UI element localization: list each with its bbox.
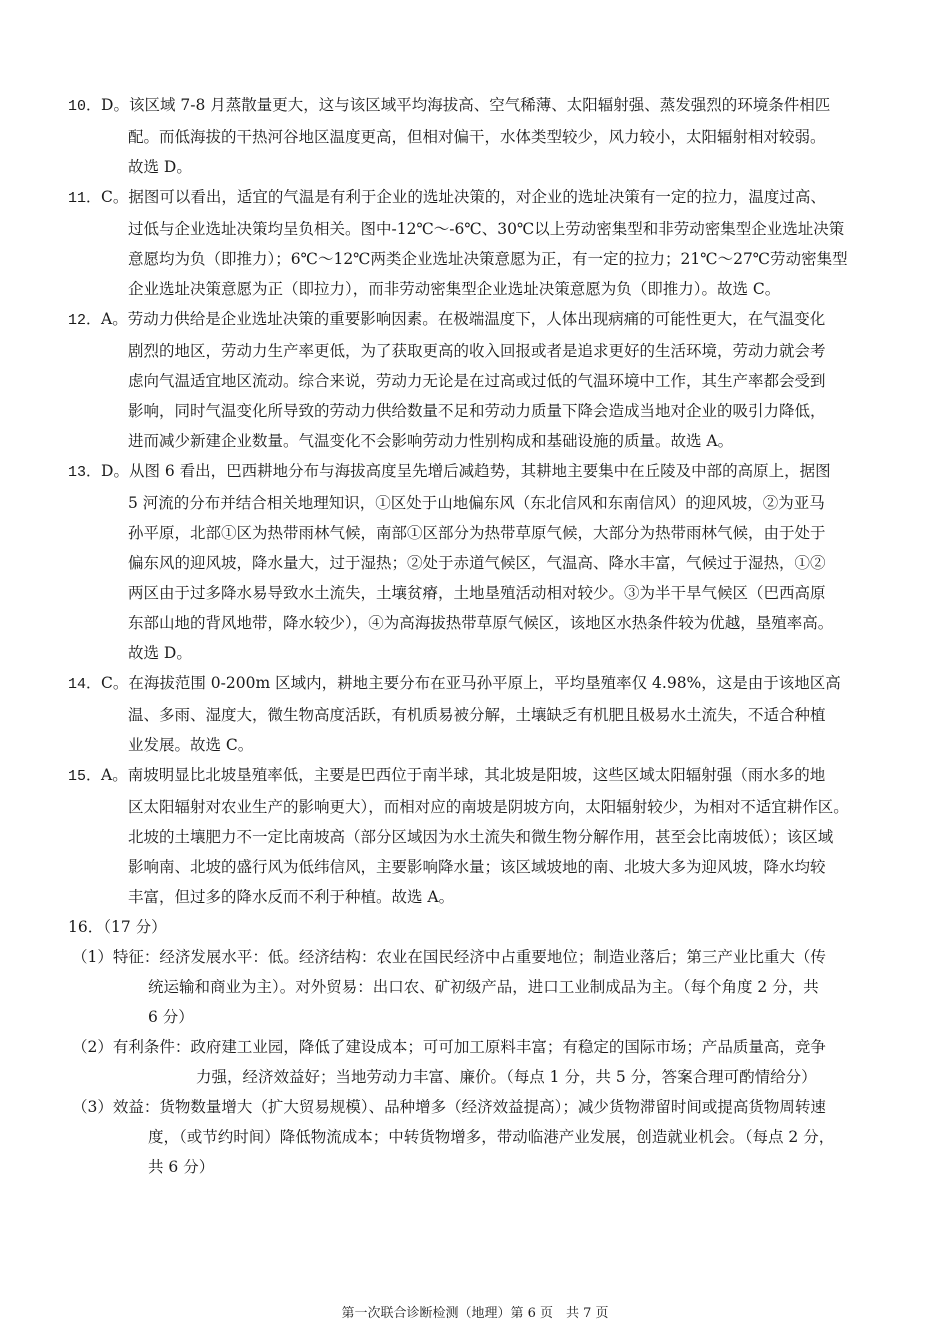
answer-line: 区太阳辐射对农业生产的影响更大），而相对应的南坡是阴坡方向，太阳辐射较少，为相对不适宜耕作区。 xyxy=(128,798,849,816)
answer-line xyxy=(68,304,884,336)
sub-answer-text: 政府建工业园，降低了建设成本；可可加工原料丰富；有稳定的国际市场；产品质量高，竞争 xyxy=(190,1038,826,1056)
sub-answer-line xyxy=(68,1032,884,1062)
answer-line: 过低与企业选址决策均呈负相关。图中-12℃～-6℃、30℃以上劳动密集型和非劳动密集型企业选址决策 xyxy=(128,220,845,238)
answer-line xyxy=(68,90,884,122)
answer-line: 意愿均为负（即推力）；6℃～12℃两类企业选址决策意愿为正，有一定的拉力；21℃～27℃劳动密集型 xyxy=(128,250,848,268)
answer-line xyxy=(68,456,884,488)
answer-item xyxy=(68,760,884,912)
answer-line xyxy=(68,760,884,792)
answer-line: 企业选址决策意愿为正（即拉力），而非劳动密集型企业选址决策意愿为负（即推力）。故选 C。 xyxy=(128,280,781,298)
sub-answer-label: （2）有利条件： xyxy=(72,1038,191,1056)
sub-answer-line xyxy=(68,942,884,972)
question-number: 13． xyxy=(68,464,102,481)
answer-item xyxy=(68,182,884,304)
sub-answer xyxy=(68,1032,884,1092)
sub-answer-text: 经济发展水平：低。经济结构：农业在国民经济中占重要地位；制造业落后；第三产业比重大（传 xyxy=(159,948,826,966)
answer-line: 业发展。故选 C。 xyxy=(128,736,254,754)
answer-line: 东部山地的背风地带，降水较少），④为高海拔热带草原气候区，该地区水热条件较为优越，垦殖率高。 xyxy=(128,614,834,632)
answer-line: 北坡的土壤肥力不一定比南坡高（部分区域因为水土流失和微生物分解作用，甚至会比南坡低）；该区域 xyxy=(128,828,834,846)
question-16-title: 16．（17 分） xyxy=(68,918,167,936)
answer-item xyxy=(68,90,884,182)
answer-line: 丰富，但过多的降水反而不利于种植。故选 A。 xyxy=(128,888,455,906)
question-number: 15． xyxy=(68,768,102,785)
answer-line: 虑向气温适宜地区流动。综合来说，劳动力无论是在过高或过低的气温环境中工作，其生产率都会受到 xyxy=(128,372,826,390)
sub-answer-line: 6 分） xyxy=(148,1008,194,1026)
answer-line: 剧烈的地区，劳动力生产率更低，为了获取更高的收入回报或者是追求更好的生活环境，劳动力就会考 xyxy=(128,342,826,360)
answer-line: 故选 D。 xyxy=(128,644,192,662)
answer-line: 偏东风的迎风坡，降水量大，过于湿热；②处于赤道气候区，气温高、降水丰富，气候过于湿热，①② xyxy=(128,554,826,572)
answer-text: D。从图 6 看出，巴西耕地分布与海拔高度呈先增后减趋势，其耕地主要集中在丘陵及中部的高原上，据图 xyxy=(101,462,831,480)
answer-line: 配。而低海拔的干热河谷地区温度更高，但相对偏干，水体类型较少，风力较小，太阳辐射相对较弱。 xyxy=(128,128,826,146)
answer-item xyxy=(68,304,884,456)
answer-page xyxy=(68,90,884,1182)
answer-line: 故选 D。 xyxy=(128,158,192,176)
sub-answer-label: （3）效益： xyxy=(72,1098,160,1116)
sub-answer-line: 度，（或节约时间）降低物流成本；中转货物增多，带动临港产业发展，创造就业机会。（每点 2 分， xyxy=(148,1128,835,1146)
answer-line: 孙平原，北部①区为热带雨林气候，南部①区部分为热带草原气候，大部分为热带雨林气候，由于处于 xyxy=(128,524,826,542)
question-number: 12． xyxy=(68,312,102,329)
question-number: 11． xyxy=(68,190,102,207)
sub-answer xyxy=(68,1092,884,1182)
sub-answer-label: （1）特征： xyxy=(72,948,160,966)
answer-line xyxy=(68,182,884,214)
answer-item xyxy=(68,456,884,668)
sub-answer-line xyxy=(68,1092,884,1122)
answer-line: 影响南、北坡的盛行风为低纬信风，主要影响降水量；该区域坡地的南、北坡大多为迎风坡，降水均较 xyxy=(128,858,826,876)
page-footer: 第一次联合诊断检测（地理）第 6 页 共 7 页 xyxy=(341,1306,609,1321)
answer-item xyxy=(68,668,884,760)
answer-line xyxy=(68,668,884,700)
sub-answer-line: 统运输和商业为主）。对外贸易：出口农、矿初级产品，进口工业制成品为主。（每个角度 2 分，共 xyxy=(148,978,819,996)
answer-line: 5 河流的分布并结合相关地理知识，①区处于山地偏东风（东北信风和东南信风）的迎风坡，②为亚马 xyxy=(128,494,825,512)
answer-line: 两区由于过多降水易导致水土流失，土壤贫瘠，土地垦殖活动相对较少。③为半干旱气候区（巴西高原 xyxy=(128,584,826,602)
question-number: 10． xyxy=(68,98,102,115)
sub-answer-line: 力强，经济效益好；当地劳动力丰富、廉价。（每点 1 分，共 5 分，答案合理可酌情给分） xyxy=(196,1068,817,1086)
question-number: 14． xyxy=(68,676,102,693)
sub-answer xyxy=(68,942,884,1032)
answer-text: D。该区域 7-8 月蒸散量更大，这与该区域平均海拔高、空气稀薄、太阳辐射强、蒸发强烈的环境条件相匹 xyxy=(101,96,831,114)
sub-answer-text: 货物数量增大（扩大贸易规模）、品种增多（经济效益提高）；减少货物滞留时间或提高货物周转速 xyxy=(159,1098,826,1116)
answer-line: 进而减少新建企业数量。气温变化不会影响劳动力性别构成和基础设施的质量。故选 A。 xyxy=(128,432,734,450)
answer-text: A。劳动力供给是企业选址决策的重要影响因素。在极端温度下，人体出现病痛的可能性更大，在气温变化 xyxy=(101,310,826,328)
answer-line: 温、多雨、湿度大，微生物高度活跃，有机质易被分解，土壤缺乏有机肥且极易水土流失，不适合种植 xyxy=(128,706,826,724)
question-16 xyxy=(68,912,884,1182)
answer-text: A。南坡明显比北坡垦殖率低，主要是巴西位于南半球，其北坡是阳坡，这些区域太阳辐射强（雨水多的地 xyxy=(101,766,826,784)
answer-text: C。据图可以看出，适宜的气温是有利于企业的选址决策的，对企业的选址决策有一定的拉力，温度过高、 xyxy=(101,188,826,206)
answer-text: C。在海拔范围 0-200m 区域内，耕地主要分布在亚马孙平原上，平均垦殖率仅 4.98%，这是由于该地区高 xyxy=(101,674,841,692)
sub-answer-line: 共 6 分） xyxy=(148,1158,215,1176)
answer-line: 影响，同时气温变化所导致的劳动力供给数量不足和劳动力质量下降会造成当地对企业的吸引力降低， xyxy=(128,402,826,420)
